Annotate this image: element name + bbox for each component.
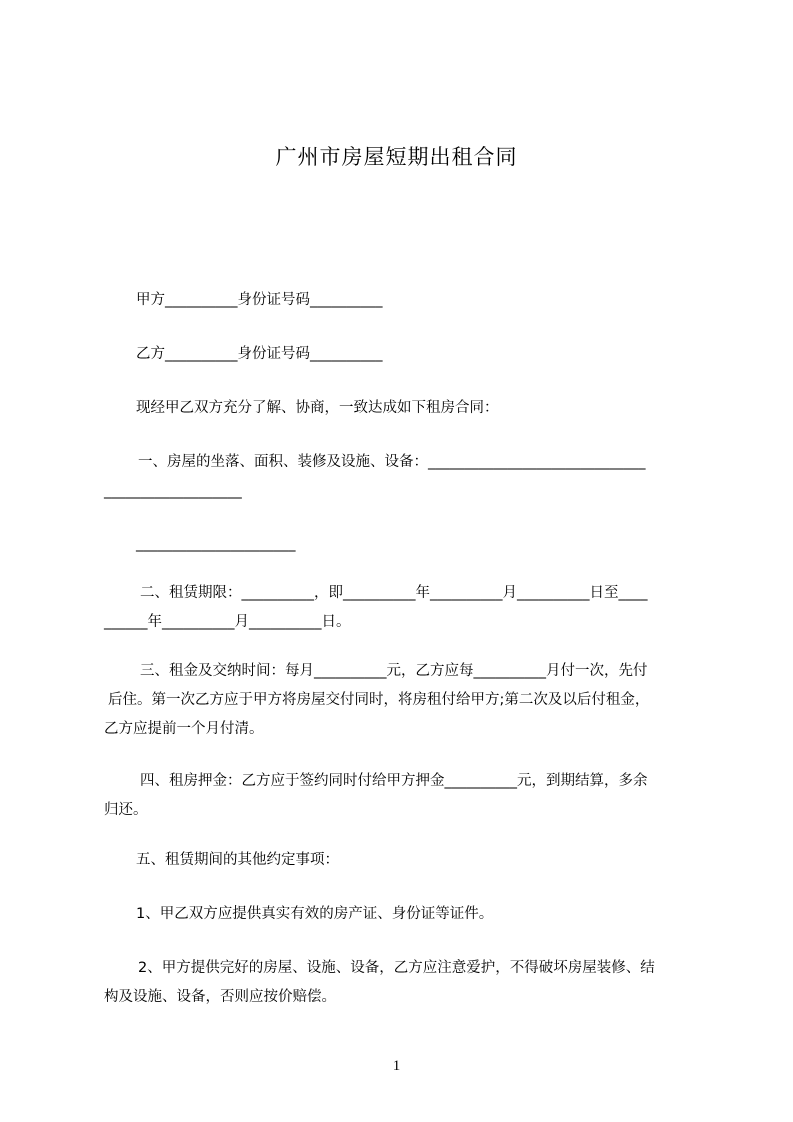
party-a-line: 甲方__________身份证号码__________ bbox=[136, 292, 383, 308]
section-1-line-1: 一、房屋的坐落、面积、装修及设施、设备：______________________________ bbox=[138, 454, 646, 470]
section-5-item-1: 1、甲乙双方应提供真实有效的房产证、身份证等证件。 bbox=[136, 906, 494, 922]
document-title: 广州市房屋短期出租合同 bbox=[275, 145, 518, 169]
section-4-line-1: 四、租房押金：乙方应于签约同时付给甲方押金__________元，到期结算，多余 bbox=[140, 773, 648, 789]
section-1-line-3: ______________________ bbox=[136, 536, 296, 552]
party-b-line: 乙方__________身份证号码__________ bbox=[136, 346, 383, 362]
section-5-item-2-line-2: 构及设施、设备，否则应按价赔偿。 bbox=[104, 989, 336, 1005]
section-4-line-2: 归还。 bbox=[104, 802, 148, 818]
section-2-line-1: 二、租赁期限：__________，即__________年__________月__________日至____ bbox=[140, 585, 648, 601]
section-5-item-2-line-1: 2、甲方提供完好的房屋、设施、设备，乙方应注意爱护，不得破坏房屋装修、结 bbox=[138, 960, 655, 976]
section-5-heading: 五、租赁期间的其他约定事项： bbox=[136, 852, 339, 868]
section-3-line-2: 后住。第一次乙方应于甲方将房屋交付同时，将房租付给甲方;第二次及以后付租金， bbox=[108, 692, 650, 708]
section-3-line-3: 乙方应提前一个月付清。 bbox=[104, 721, 264, 737]
section-3-line-1: 三、租金及交纳时间：每月__________元，乙方应每__________月付一次，先付 bbox=[140, 663, 648, 679]
section-1-line-2: ___________________ bbox=[104, 483, 242, 499]
intro-paragraph: 现经甲乙双方充分了解、协商，一致达成如下租房合同： bbox=[136, 400, 499, 416]
section-2-line-2: ______年__________月__________日。 bbox=[104, 614, 351, 630]
page-number: 1 bbox=[392, 1058, 401, 1074]
